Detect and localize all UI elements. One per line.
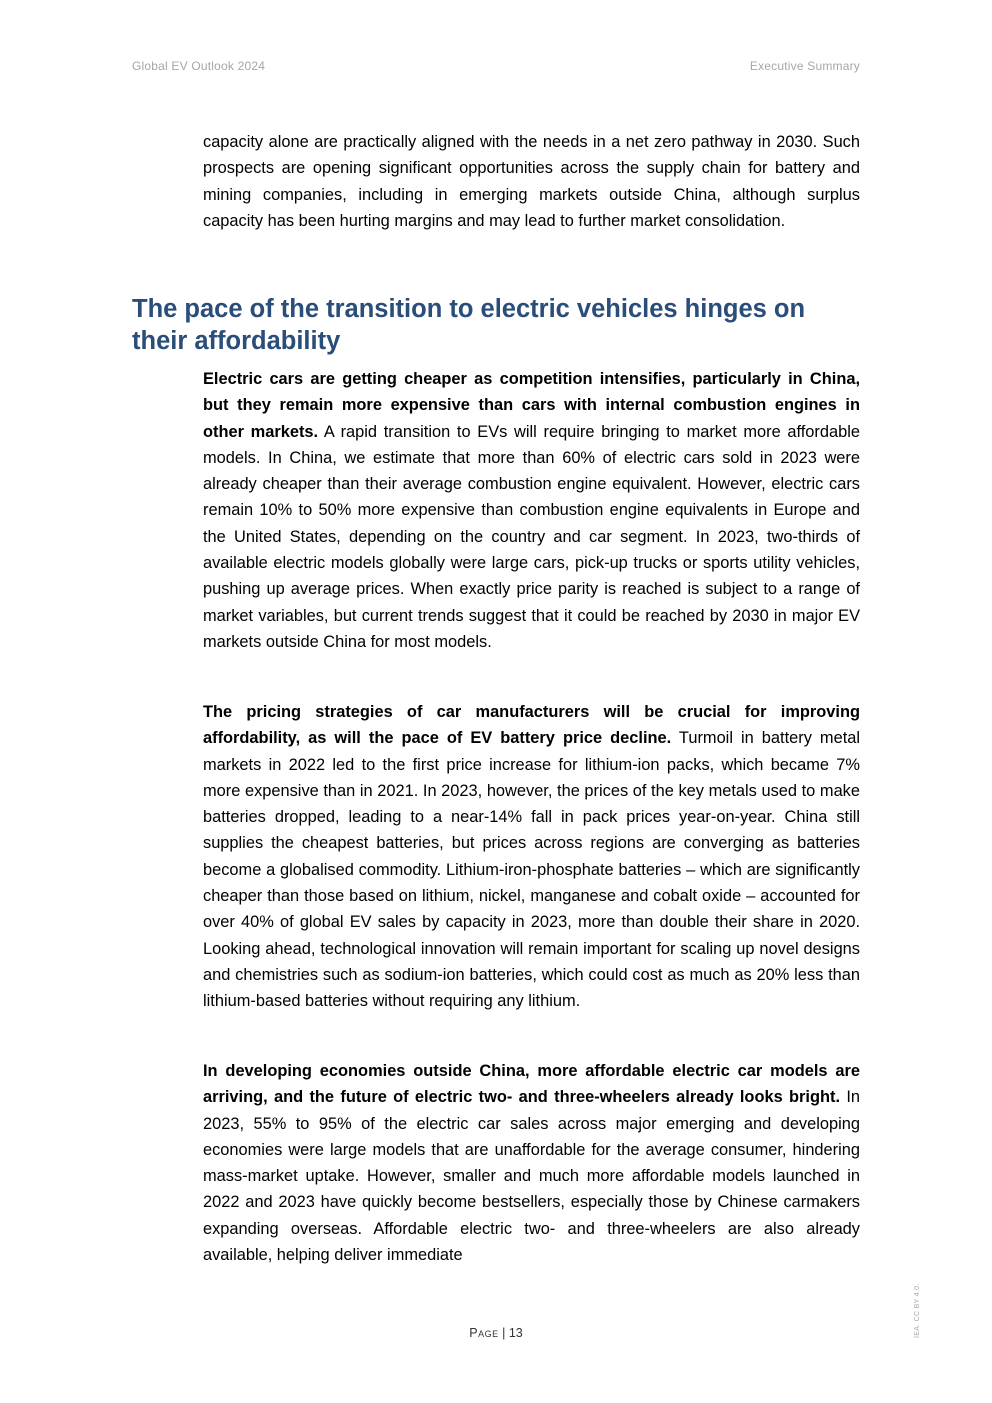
paragraph-lead: The pricing strategies of car manufacturers will be crucial for improving affordability, as will the pace of EV battery price decline. [203, 703, 860, 748]
paragraph-developing-economies [203, 1058, 860, 1268]
page-label: Page [469, 1326, 499, 1340]
paragraph-lead: In developing economies outside China, more affordable electric car models are arriving, and the future of electric two- and three-wheelers already looks bright. [203, 1062, 860, 1107]
header-section-title: Executive Summary [749, 59, 860, 73]
paragraph-affordability [203, 366, 860, 655]
continued-paragraph: capacity alone are practically aligned with the needs in a net zero pathway in 2030. Such prospects are opening significant opportunities across the supply chain for battery and mining companies, including in emerging markets outside China, although surplus capacity has been hurting margins and may lead to further market consolidation. [203, 133, 860, 230]
license-note: IEA. CC BY 4.0. [914, 1283, 921, 1338]
page-number-value: 13 [508, 1326, 523, 1340]
paragraph-lead: Electric cars are getting cheaper as competition intensifies, particularly in China, but they remain more expensive than cars with internal combustion engines in other markets. [203, 370, 860, 441]
paragraph-body: A rapid transition to EVs will require bringing to market more affordable models. In China, we estimate that more than 60% of electric cars sold in 2023 were already cheaper than their average combustion engine equivalent. However, electric cars remain 10% to 50% more expensive than combustion engine equivalents in Europe and the United States, depending on the country and car segment. In 2023, two-thirds of available electric models globally were large cars, pick-up trucks or sports utility vehicles, pushing up average prices. When exactly price parity is reached is subject to a range of market variables, but current trends suggest that it could be reached by 2030 in major EV markets outside China for most models. [203, 422, 860, 651]
paragraph-pricing-strategies [203, 699, 860, 1015]
section-heading: The pace of the transition to electric vehicles hinges on their affordability [132, 295, 806, 355]
page-number [0, 1326, 992, 1340]
running-header [132, 59, 860, 75]
paragraph-body: Turmoil in battery metal markets in 2022 led to the first price increase for lithium-ion packs, which became 7% more expensive than in 2021. In 2023, however, the prices of the key metals used to make batteries dropped, leading to a near-14% fall in pack prices year-on-year. China still supplies the cheapest batteries, but prices across regions are converging as batteries become a globalised commodity. Lithium-iron-phosphate batteries – which are significantly cheaper than those based on lithium, nickel, manganese and cobalt oxide – accounted for over 40% of global EV sales by capacity in 2023, more than double their share in 2020. Looking ahead, technological innovation will remain important for scaling up novel designs and chemistries such as sodium-ion batteries, which could cost as much as 20% less than lithium-based batteries without requiring any lithium. [203, 729, 861, 1011]
header-document-title: Global EV Outlook 2024 [132, 59, 266, 73]
paragraph-body: In 2023, 55% to 95% of the electric car sales across major emerging and developing economies were large models that are unaffordable for the average consumer, hindering mass-market uptake. However, smaller and much more affordable models launched in 2022 and 2023 have quickly become bestsellers, especially those by Chinese carmakers expanding overseas. Affordable electric two- and three-wheelers are also already available, helping deliver immediate [203, 1088, 860, 1265]
page-separator: | [498, 1326, 509, 1340]
